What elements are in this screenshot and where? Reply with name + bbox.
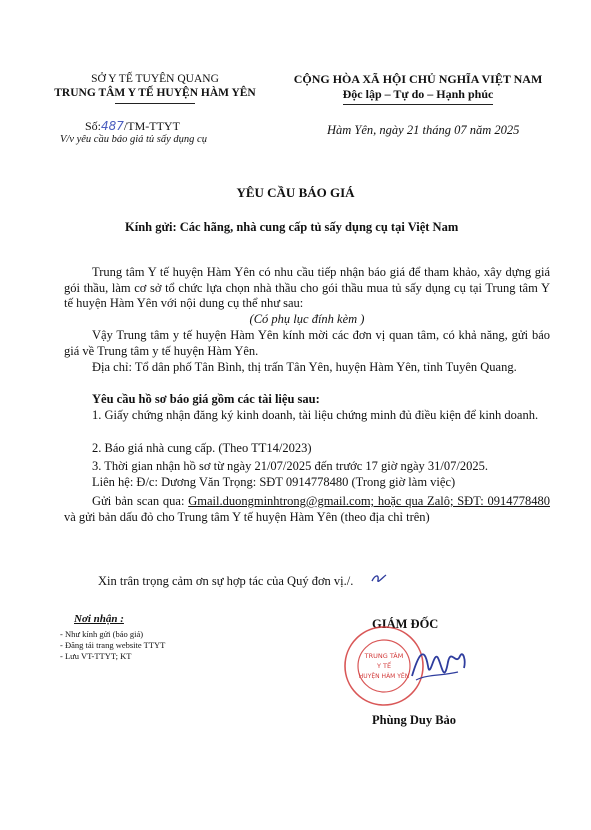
paragraph-invite: Vậy Trung tâm y tế huyện Hàm Yên kính mời các đơn vị quan tâm, có khả năng, gửi báo giá về Trung tâm y tế huyện Hàm Yên. [64,328,550,358]
header-left [40,72,270,104]
scan-contact-link[interactable]: Gmail.duongminhtrong@gmail.com; hoặc qua Zalô; SĐT: 0914778480 [188,494,550,508]
country-name: CỘNG HÒA XÃ HỘI CHỦ NGHĨA VIỆT NAM [293,72,543,86]
recipient-line: Kính gửi: Các hãng, nhà cung cấp tủ sấy dụng cụ tại Việt Nam [125,220,459,234]
header-right [268,72,568,105]
svg-text:TRUNG TÂM: TRUNG TÂM [364,652,404,660]
document-number [85,119,180,134]
date-line: Hàm Yên, ngày 21 tháng 07 năm 2025 [327,123,520,137]
contact-line: Liên hệ: Đ/c: Dương Văn Trọng: SĐT 0914778480 (Trong giờ làm việc) [92,475,456,489]
signer-title: GIÁM ĐỐC [372,617,439,631]
recipient-item: - Lưu VT-TTYT; KT [60,651,132,661]
requirement-1: 1. Giấy chứng nhận đăng ký kinh doanh, tài liệu chứng minh đủ điều kiện để kinh doanh. [92,408,539,422]
motto: Độc lập – Tự do – Hạnh phúc [342,87,494,101]
document-title: YÊU CẦU BÁO GIÁ [236,185,355,200]
subject-line: V/v yêu cầu báo giá tủ sấy dụng cụ [60,134,207,145]
scan-instructions [64,494,550,525]
requirement-3: 3. Thời gian nhận hồ sơ từ ngày 21/07/2025 đến trước 17 giờ ngày 31/07/2025. [92,459,488,473]
annex-note: (Có phụ lục đính kèm ) [249,312,365,326]
scan-suffix: và gửi bản dấu đỏ cho Trung tâm Y tế huyện Hàm Yên (theo địa chỉ trên) [64,509,430,524]
number-suffix: /TM-TTYT [123,119,180,133]
recipient-item: - Như kính gửi (báo giá) [60,629,144,639]
recipient-item: - Đăng tải trang website TTYT [60,640,166,650]
signer-name: Phùng Duy Bảo [372,713,457,727]
svg-text:Y TẾ: Y TẾ [376,662,392,670]
requirements-title: Yêu cầu hồ sơ báo giá gồm các tài liệu sau: [92,392,320,406]
recipients-title: Nơi nhận : [74,613,124,625]
thanks-line: Xin trân trọng cảm ơn sự hợp tác của Quý đơn vị./. [98,574,354,588]
org-name: TRUNG TÂM Y TẾ HUYỆN HÀM YÊN [54,87,256,99]
motto-underline [343,104,493,105]
org-underline [115,103,195,104]
scan-prefix: Gửi bản scan qua: [92,494,189,508]
handwritten-initial-mark [370,572,388,586]
paragraph-address: Địa chỉ: Tổ dân phố Tân Bình, thị trấn Tân Yên, huyện Hàm Yên, tỉnh Tuyên Quang. [92,360,517,374]
recipients-list [60,629,165,662]
paragraph-intro: Trung tâm Y tế huyện Hàm Yên có nhu cầu tiếp nhận báo giá để tham khảo, xây dựng giá gói thầu, làm cơ sở tổ chức lựa chọn nhà thầu cho gói thầu mua tủ sấy dụng cụ tại Trung tâm Y tế huyện Hàm Yên với nội dung cụ thể như sau: [64,265,550,310]
dept-name: SỞ Y TẾ TUYÊN QUANG [91,73,219,85]
handwritten-signature [408,636,468,694]
handwritten-number: 487 [101,119,124,133]
number-prefix: Số: [85,119,102,133]
requirement-2: 2. Báo giá nhà cung cấp. (Theo TT14/2023) [92,441,312,455]
svg-text:HUYỆN HÀM YÊN: HUYỆN HÀM YÊN [358,673,410,680]
